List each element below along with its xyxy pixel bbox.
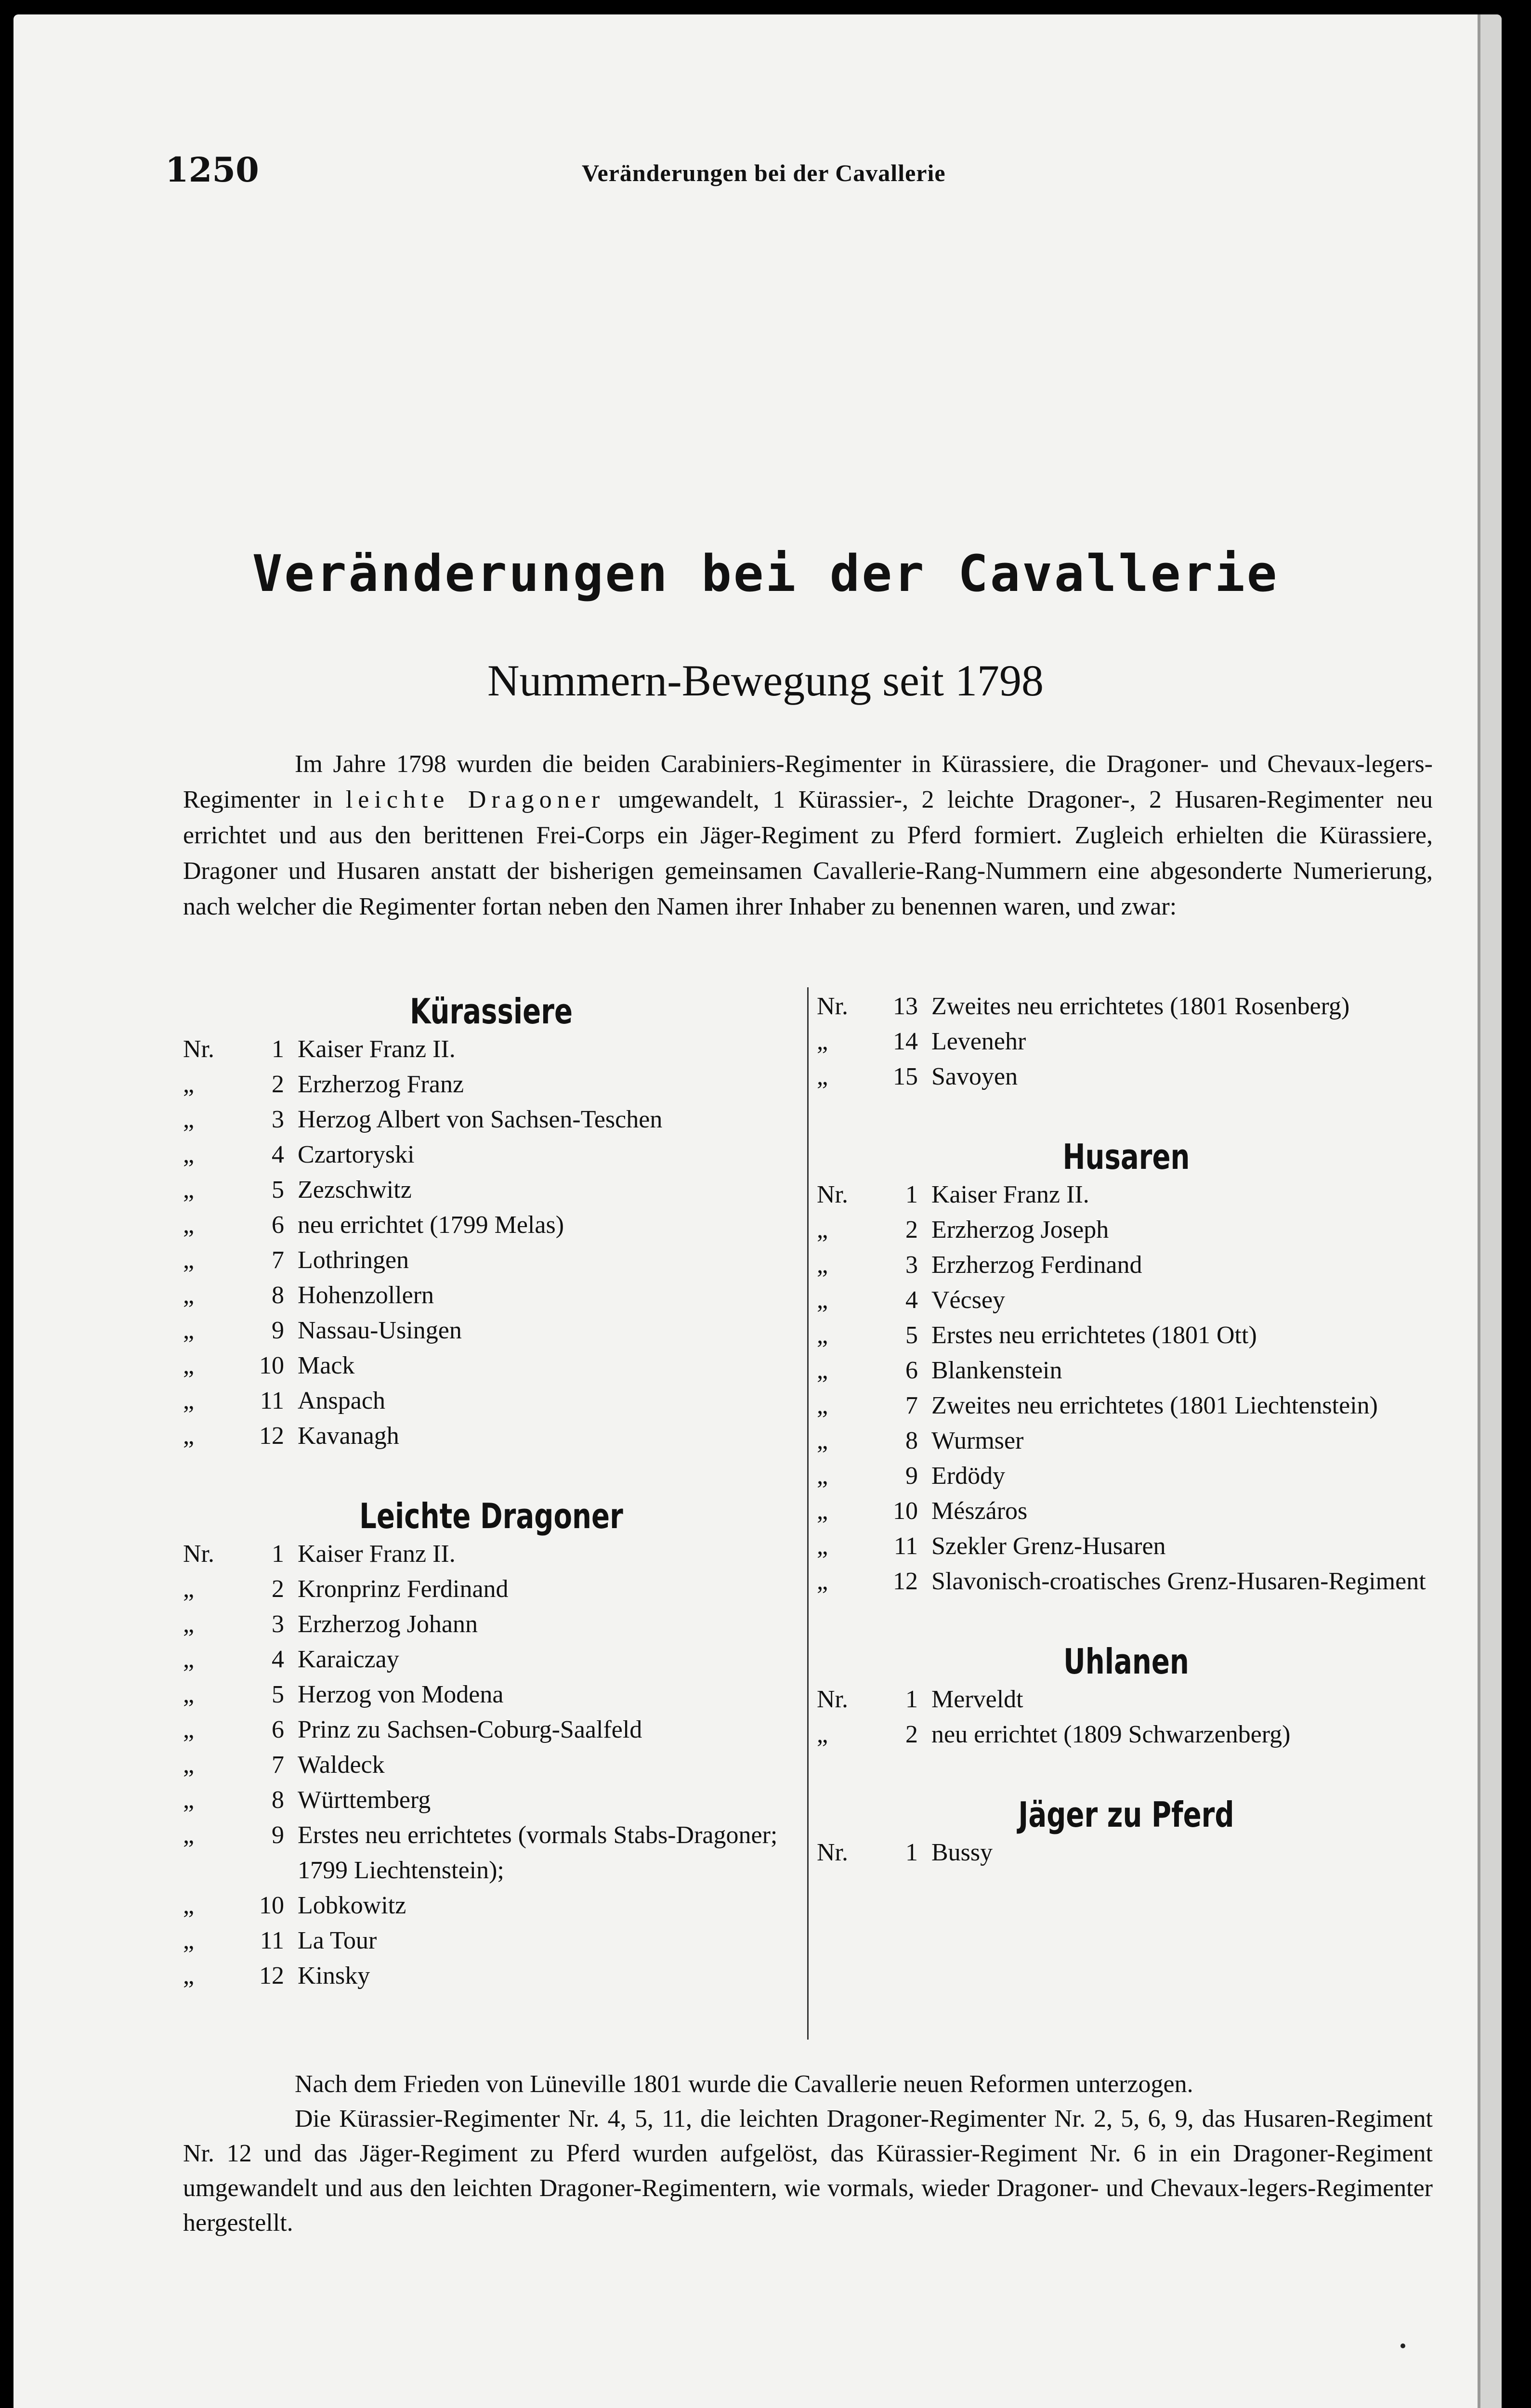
list-item xyxy=(183,1102,799,1137)
entry-prefix: „ xyxy=(183,1751,195,1779)
list-item xyxy=(817,1283,1436,1318)
entry-number: 12 xyxy=(893,1568,918,1595)
entry-number: 3 xyxy=(272,1106,284,1133)
entry-prefix: Nr. xyxy=(817,993,848,1020)
entry-name: Slavonisch-croatisches Grenz-Husaren-Regiment xyxy=(931,1568,1426,1595)
jaeger-list xyxy=(817,1835,1436,1870)
section-heading-kuerassiere: Kürassiere xyxy=(409,991,573,1032)
list-item xyxy=(817,1177,1436,1212)
entry-number: 2 xyxy=(905,1721,918,1748)
entry-name: Herzog von Modena xyxy=(298,1681,504,1708)
list-item xyxy=(183,1067,799,1102)
entry-prefix: „ xyxy=(817,1216,828,1243)
entry-prefix: „ xyxy=(183,1892,195,1919)
entry-prefix: „ xyxy=(183,1962,195,1989)
list-item xyxy=(817,1564,1436,1599)
entry-name: Karaiczay xyxy=(298,1646,399,1673)
entry-number: 1 xyxy=(905,1839,918,1866)
closing-paragraph-1: Nach dem Frieden von Lüneville 1801 wurde die Cavallerie neuen Reformen unterzogen. xyxy=(295,2070,1193,2098)
kuerassiere-continued-list xyxy=(817,989,1436,1094)
entry-number: 8 xyxy=(272,1786,284,1814)
entry-prefix: „ xyxy=(817,1462,828,1490)
entry-prefix: „ xyxy=(183,1716,195,1743)
entry-prefix: „ xyxy=(183,1246,195,1274)
entry-number: 1 xyxy=(905,1181,918,1208)
entry-number: 13 xyxy=(893,993,918,1020)
entry-name: Mészáros xyxy=(931,1497,1028,1525)
closing-paragraph-2: Die Kürassier-Regimenter Nr. 4, 5, 11, die leichten Dragoner-Regimenter Nr. 2, 5, 6, 9, das Husaren-Regiment Nr. 12 und das Jäger-Regiment zu Pferd wurden aufgelöst, das Kürassier-Regiment Nr. 6 in ein Dragoner-Regiment umgewandelt und aus den leichten Dragoner-Regimentern, wie vormals, wieder Dragoner- und Chevaux-legers-Regimenter hergestellt. xyxy=(183,2105,1433,2237)
entry-name: Erstes neu errichtetes (vormals Stabs-Dragoner; 1799 Liechtenstein); xyxy=(298,1821,778,1884)
entry-prefix: „ xyxy=(183,1317,195,1344)
section-heading-jaeger: Jäger zu Pferd xyxy=(1018,1794,1234,1835)
entry-name: Kaiser Franz II. xyxy=(931,1181,1089,1208)
entry-prefix: „ xyxy=(817,1251,828,1279)
column-divider xyxy=(807,987,809,2040)
entry-prefix: „ xyxy=(817,1286,828,1314)
entry-name: Bussy xyxy=(931,1839,993,1866)
list-item xyxy=(183,1958,799,1993)
list-item xyxy=(817,1388,1436,1423)
list-item xyxy=(183,1207,799,1243)
entry-prefix: „ xyxy=(817,1721,828,1748)
page-subtitle: Nummern-Bewegung seit 1798 xyxy=(487,656,1044,705)
entry-name: Szekler Grenz-Husaren xyxy=(931,1532,1166,1560)
list-item xyxy=(183,1032,799,1067)
entry-prefix: „ xyxy=(183,1422,195,1450)
entry-prefix: „ xyxy=(183,1387,195,1414)
list-item xyxy=(183,1536,799,1571)
intro-text-2: umgewandelt, 1 Kürassier-, 2 leichte Dragoner-, 2 Husaren-Regimenter neu errichtet und aus den berittenen Frei-Corps ein Jäger-Regiment zu Pferd formiert. Zugleich erhielten die Kürassiere, Dragoner und Husaren anstatt der bisherigen gemeinsamen Cavallerie-Rang-Nummern eine abgesonderte Numerierung, nach welcher die Regimenter fortan neben den Namen ihrer Inhaber zu benennen waren, und zwar: xyxy=(183,786,1433,920)
list-item xyxy=(817,1247,1436,1283)
entry-name: Kavanagh xyxy=(298,1422,399,1450)
entry-prefix: „ xyxy=(183,1141,195,1168)
list-item xyxy=(817,1717,1436,1752)
entry-number: 6 xyxy=(272,1211,284,1239)
entry-prefix: Nr. xyxy=(183,1540,214,1568)
page-title: Veränderungen bei der Cavallerie xyxy=(252,544,1279,603)
entry-name: Anspach xyxy=(298,1387,385,1414)
list-item xyxy=(183,1677,799,1712)
entry-name: Mack xyxy=(298,1352,355,1379)
entry-number: 12 xyxy=(259,1422,284,1450)
entry-number: 8 xyxy=(905,1427,918,1454)
entry-name: Zezschwitz xyxy=(298,1176,412,1204)
entry-number: 12 xyxy=(259,1962,284,1989)
entry-name: Blankenstein xyxy=(931,1357,1062,1384)
entry-prefix: „ xyxy=(183,1071,195,1098)
entry-number: 15 xyxy=(893,1063,918,1090)
entry-prefix: „ xyxy=(183,1575,195,1603)
entry-number: 5 xyxy=(272,1681,284,1708)
list-item xyxy=(817,1353,1436,1388)
entry-prefix: „ xyxy=(817,1028,828,1055)
list-item xyxy=(817,1212,1436,1247)
entry-number: 1 xyxy=(272,1540,284,1568)
entry-number: 1 xyxy=(905,1686,918,1713)
entry-name: Erzherzog Joseph xyxy=(931,1216,1109,1243)
entry-prefix: „ xyxy=(183,1646,195,1673)
entry-number: 7 xyxy=(272,1246,284,1274)
entry-prefix: „ xyxy=(817,1322,828,1349)
list-item xyxy=(817,1318,1436,1353)
left-column xyxy=(183,991,799,1993)
list-item xyxy=(183,1571,799,1607)
entry-name: Kaiser Franz II. xyxy=(298,1035,456,1063)
entry-prefix: Nr. xyxy=(817,1181,848,1208)
print-speck xyxy=(1400,2343,1405,2348)
entry-number: 8 xyxy=(272,1282,284,1309)
list-item xyxy=(183,1818,799,1888)
entry-name: Erstes neu errichtetes (1801 Ott) xyxy=(931,1322,1257,1349)
entry-number: 10 xyxy=(893,1497,918,1525)
entry-name: Lobkowitz xyxy=(298,1892,406,1919)
page-number: 1250 xyxy=(165,150,259,190)
entry-name: neu errichtet (1809 Schwarzenberg) xyxy=(931,1721,1291,1748)
list-item xyxy=(183,1172,799,1207)
entry-number: 4 xyxy=(272,1141,284,1168)
entry-number: 2 xyxy=(272,1071,284,1098)
kuerassiere-list xyxy=(183,1032,799,1453)
list-item xyxy=(817,1423,1436,1458)
list-item xyxy=(817,1682,1436,1717)
list-item xyxy=(183,1747,799,1782)
entry-number: 2 xyxy=(272,1575,284,1603)
list-item xyxy=(183,1383,799,1418)
entry-prefix: Nr. xyxy=(817,1839,848,1866)
list-item xyxy=(183,1243,799,1278)
section-heading-uhlanen: Uhlanen xyxy=(1063,1641,1189,1682)
entry-name: Levenehr xyxy=(931,1028,1026,1055)
leichte-dragoner-list xyxy=(183,1536,799,1993)
section-heading-leichte-dragoner: Leichte Dragoner xyxy=(359,1496,623,1536)
entry-number: 1 xyxy=(272,1035,284,1063)
entry-name: Kaiser Franz II. xyxy=(298,1540,456,1568)
entry-name: Wurmser xyxy=(931,1427,1024,1454)
entry-prefix: „ xyxy=(817,1568,828,1595)
section-heading-husaren: Husaren xyxy=(1062,1137,1190,1177)
list-item xyxy=(817,989,1436,1024)
entry-name: Zweites neu errichtetes (1801 Rosenberg) xyxy=(931,993,1350,1020)
list-item xyxy=(183,1313,799,1348)
entry-number: 3 xyxy=(272,1610,284,1638)
entry-number: 11 xyxy=(260,1927,284,1954)
entry-name: Savoyen xyxy=(931,1063,1018,1090)
entry-number: 3 xyxy=(905,1251,918,1279)
entry-name: Erzherzog Ferdinand xyxy=(931,1251,1142,1279)
entry-name: Württemberg xyxy=(298,1786,431,1814)
entry-name: Vécsey xyxy=(931,1286,1006,1314)
entry-prefix: „ xyxy=(817,1392,828,1419)
entry-name: Nassau-Usingen xyxy=(298,1317,462,1344)
list-item xyxy=(183,1642,799,1677)
list-item xyxy=(183,1782,799,1818)
entry-prefix: „ xyxy=(183,1681,195,1708)
list-item xyxy=(183,1278,799,1313)
list-item xyxy=(183,1888,799,1923)
page-edge-shadow xyxy=(1478,14,1480,2408)
entry-name: Hohenzollern xyxy=(298,1282,434,1309)
entry-prefix: „ xyxy=(183,1176,195,1204)
husaren-list xyxy=(817,1177,1436,1599)
entry-name: Erdödy xyxy=(931,1462,1006,1490)
entry-prefix: „ xyxy=(183,1282,195,1309)
entry-number: 2 xyxy=(905,1216,918,1243)
entry-prefix: „ xyxy=(183,1610,195,1638)
closing-text xyxy=(183,2067,1433,2240)
entry-number: 14 xyxy=(893,1028,918,1055)
entry-prefix: Nr. xyxy=(183,1035,214,1063)
entry-number: 9 xyxy=(272,1317,284,1344)
entry-name: Erzherzog Johann xyxy=(298,1610,478,1638)
entry-number: 10 xyxy=(259,1352,284,1379)
list-item xyxy=(183,1712,799,1747)
list-item xyxy=(817,1458,1436,1493)
intro-paragraph xyxy=(183,746,1433,925)
intro-text-1: Im Jahre 1798 wurden die beiden Carabiniers-Regimenter in Kürassiere, die Dragoner- und Chevaux-legers-Regimenter in xyxy=(183,750,1433,813)
entry-number: 6 xyxy=(905,1357,918,1384)
list-item xyxy=(817,1529,1436,1564)
entry-prefix: „ xyxy=(817,1063,828,1090)
entry-number: 4 xyxy=(905,1286,918,1314)
entry-name: Merveldt xyxy=(931,1686,1023,1713)
entry-number: 5 xyxy=(272,1176,284,1204)
entry-prefix: „ xyxy=(183,1352,195,1379)
entry-name: Prinz zu Sachsen-Coburg-Saalfeld xyxy=(298,1716,642,1743)
entry-prefix: „ xyxy=(817,1497,828,1525)
intro-spaced-text: leichte Dragoner xyxy=(345,786,605,813)
list-item xyxy=(817,1059,1436,1094)
entry-name: Erzherzog Franz xyxy=(298,1071,464,1098)
entry-name: Czartoryski xyxy=(298,1141,415,1168)
right-column xyxy=(817,989,1436,1870)
entry-number: 6 xyxy=(272,1716,284,1743)
entry-number: 7 xyxy=(905,1392,918,1419)
entry-number: 9 xyxy=(272,1821,284,1849)
entry-prefix: „ xyxy=(183,1106,195,1133)
entry-prefix: „ xyxy=(817,1357,828,1384)
entry-number: 5 xyxy=(905,1322,918,1349)
uhlanen-list xyxy=(817,1682,1436,1752)
entry-prefix: „ xyxy=(817,1427,828,1454)
entry-name: Kronprinz Ferdinand xyxy=(298,1575,509,1603)
entry-prefix: „ xyxy=(817,1532,828,1560)
entry-number: 11 xyxy=(260,1387,284,1414)
entry-number: 4 xyxy=(272,1646,284,1673)
entry-prefix: „ xyxy=(183,1927,195,1954)
entry-number: 9 xyxy=(905,1462,918,1490)
entry-number: 11 xyxy=(893,1532,918,1560)
entry-name: La Tour xyxy=(298,1927,377,1954)
entry-name: Waldeck xyxy=(298,1751,385,1779)
running-head: Veränderungen bei der Cavallerie xyxy=(582,159,946,186)
entry-name: Herzog Albert von Sachsen-Teschen xyxy=(298,1106,663,1133)
entry-prefix: „ xyxy=(183,1786,195,1814)
list-item xyxy=(183,1348,799,1383)
entry-prefix: „ xyxy=(183,1211,195,1239)
list-item xyxy=(183,1418,799,1453)
list-item xyxy=(183,1137,799,1172)
list-item xyxy=(817,1493,1436,1529)
entry-number: 7 xyxy=(272,1751,284,1779)
list-item xyxy=(817,1024,1436,1059)
list-item xyxy=(817,1835,1436,1870)
list-item xyxy=(183,1607,799,1642)
entry-name: neu errichtet (1799 Melas) xyxy=(298,1211,564,1239)
entry-number: 10 xyxy=(259,1892,284,1919)
entry-prefix: „ xyxy=(183,1821,195,1849)
entry-name: Zweites neu errichtetes (1801 Liechtenstein) xyxy=(931,1392,1378,1419)
page-edge xyxy=(1480,14,1502,2408)
entry-prefix: Nr. xyxy=(817,1686,848,1713)
entry-name: Lothringen xyxy=(298,1246,409,1274)
entry-name: Kinsky xyxy=(298,1962,370,1989)
list-item xyxy=(183,1923,799,1958)
